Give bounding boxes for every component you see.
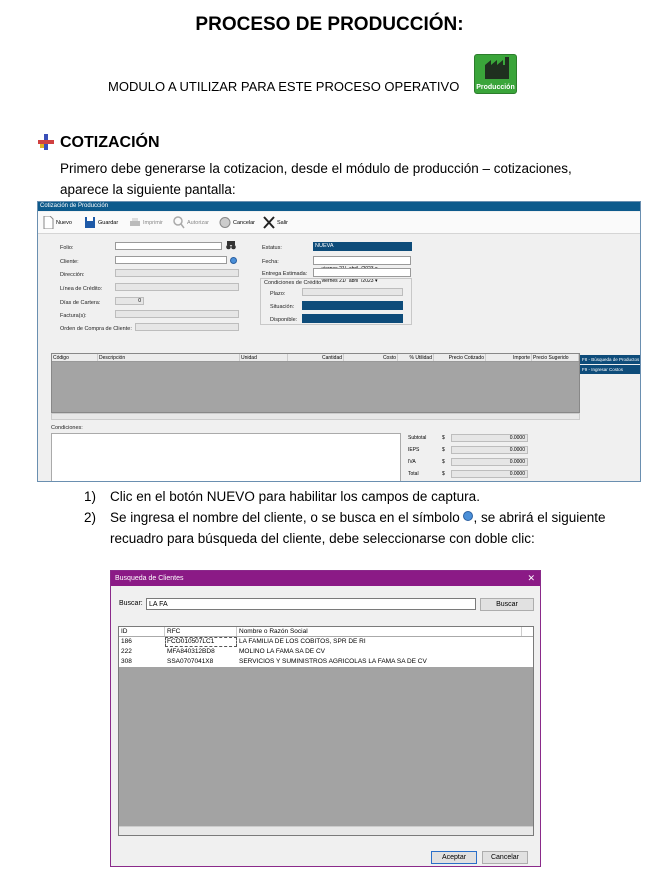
direccion-select[interactable] <box>115 269 239 277</box>
table-row[interactable]: 308 SSA0707041X8 SERVICIOS Y SUMINISTROS AGRICOLAS LA FAMA SA DE CV <box>119 657 533 667</box>
new-document-icon <box>42 216 54 229</box>
cliente-label: Cliente: <box>60 259 79 265</box>
facturas-input <box>115 310 239 318</box>
disponible-field <box>302 314 403 323</box>
step-1: 1) Clic en el botón NUEVO para habilitar los campos de captura. <box>84 489 480 504</box>
cancel-icon <box>219 216 231 229</box>
fecha-label: Fecha: <box>262 259 279 265</box>
condiciones-textarea[interactable] <box>51 433 401 482</box>
cross-bullet-icon <box>38 134 54 150</box>
list-scrollbar[interactable] <box>119 826 533 835</box>
buscar-label: Buscar: <box>119 600 143 607</box>
productos-grid[interactable] <box>51 353 580 413</box>
globe-icon <box>463 511 473 521</box>
situacion-field <box>302 301 403 310</box>
grid-scrollbar[interactable] <box>51 413 580 420</box>
dias-cartera-label: Días de Cartera: <box>60 300 101 306</box>
busqueda-window-title: Busqueda de Clientes <box>111 571 540 586</box>
step-2: 2) Se ingresa el nombre del cliente, o se busca en el símbolo , se abrirá el siguiente recuadro para búsqueda del cliente, debe seleccionarse con doble clic: <box>84 510 606 546</box>
ieps-row: IEPS $ 0.0000 <box>408 447 638 457</box>
fecha-picker[interactable] <box>313 256 411 265</box>
close-icon <box>263 216 275 229</box>
busqueda-clientes-window <box>110 570 541 867</box>
modulo-text: MODULO A UTILIZAR PARA ESTE PROCESO OPERATIVO <box>108 79 460 94</box>
save-icon <box>84 216 96 229</box>
nuevo-button[interactable]: Nuevo <box>42 216 72 229</box>
aceptar-button[interactable]: Aceptar <box>431 851 477 864</box>
print-icon <box>129 216 141 229</box>
steps-list <box>84 486 624 549</box>
estatus-label: Estatus: <box>262 245 282 251</box>
folio-input[interactable] <box>115 242 222 250</box>
clientes-list-header: ID RFC Nombre o Razón Social <box>119 627 533 637</box>
busqueda-productos-button[interactable]: F8 - Búsqueda de Productos <box>582 357 640 362</box>
situacion-label: Situación: <box>270 304 295 310</box>
cliente-input[interactable] <box>115 256 227 264</box>
page-title: PROCESO DE PRODUCCIÓN: <box>195 14 464 35</box>
produccion-icon-label: Producción <box>476 84 515 91</box>
facturas-label: Factura(s): <box>60 313 87 319</box>
plazo-field <box>302 288 403 296</box>
cotizacion-window-title: Cotización de Producción <box>38 202 640 211</box>
linea-credito-select[interactable] <box>115 283 239 291</box>
plazo-label: Plazo: <box>270 291 286 297</box>
condiciones-label: Condiciones: <box>51 425 83 431</box>
ingresar-costos-button[interactable]: F9 - Ingresar Costos <box>580 365 640 374</box>
globe-search-icon[interactable] <box>230 257 237 264</box>
produccion-module-icon <box>474 54 517 94</box>
total-row: Total $ 0.0000 <box>408 471 638 481</box>
cotizacion-window <box>37 201 641 482</box>
folio-label: Folio: <box>60 245 74 251</box>
grid-header: Código Descripción Unidad Cantidad Costo % Utilidad Precio Cotizado Importe Precio Sugerido <box>52 354 579 362</box>
orden-compra-label: Orden de Compra de Cliente: <box>60 326 132 332</box>
section-heading: COTIZACIÓN <box>60 134 160 151</box>
table-row[interactable]: 222 MFA840312BD8 MOLINO LA FAMA SA DE CV <box>119 647 533 657</box>
salir-button[interactable]: Salir <box>263 216 288 229</box>
clientes-list[interactable] <box>118 626 534 836</box>
cancelar-button[interactable]: Cancelar <box>482 851 528 864</box>
entrega-picker[interactable]: viernes 21/ abril /2023 ▾ <box>313 268 411 277</box>
intro-paragraph: Primero debe generarse la cotizacion, desde el módulo de producción – cotizaciones, aparece la siguiente pantalla: <box>60 161 572 197</box>
guardar-button[interactable]: Guardar <box>84 216 118 229</box>
toolbar <box>38 212 640 234</box>
orden-compra-input[interactable] <box>135 323 239 331</box>
condiciones-credito-label: Condiciones de Crédito <box>264 280 322 286</box>
dias-cartera-input[interactable]: 0 <box>115 297 144 305</box>
buscar-input[interactable]: LA FA <box>146 598 476 610</box>
iva-row: IVA $ 0.0000 <box>408 459 638 469</box>
disponible-label: Disponible: <box>270 317 298 323</box>
subtotal-row: Subtotal $ 0.0000 <box>408 435 638 445</box>
direccion-label: Dirección: <box>60 272 85 278</box>
entrega-label: Entrega Estimada: <box>262 271 308 277</box>
authorize-icon <box>173 216 185 229</box>
table-row[interactable]: 186 FCO010507LC1 LA FAMILIA DE LOS COBITOS, SPR DE RI <box>119 637 533 647</box>
cancelar-button[interactable]: Cancelar <box>219 216 255 229</box>
close-icon[interactable]: ✕ <box>527 573 535 583</box>
estatus-value: NUEVA <box>313 242 412 251</box>
autorizar-button[interactable]: Autorizar <box>173 216 209 229</box>
linea-credito-label: Línea de Crédito: <box>60 286 103 292</box>
imprimir-button[interactable]: Imprimir <box>129 216 163 229</box>
binoculars-icon[interactable] <box>226 241 236 250</box>
buscar-button[interactable]: Buscar <box>480 598 534 611</box>
condiciones-credito-group <box>260 278 412 325</box>
factory-icon <box>475 55 518 83</box>
